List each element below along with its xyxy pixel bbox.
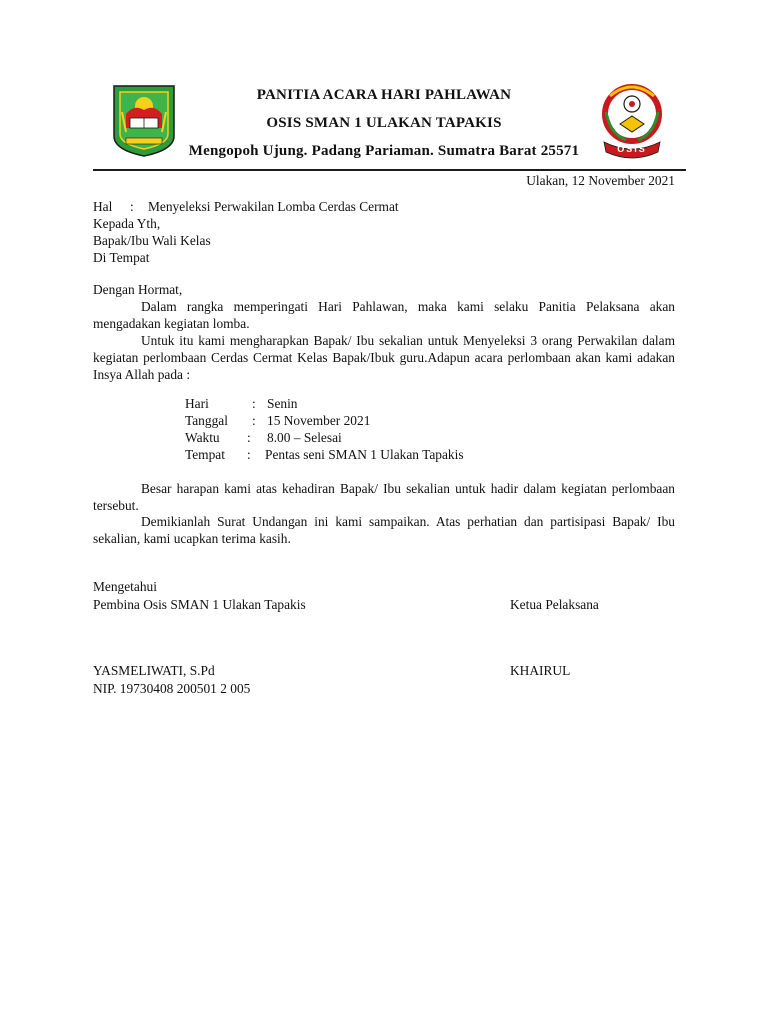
greeting: Dengan Hormat, bbox=[93, 282, 183, 297]
schedule-separator: : bbox=[252, 413, 256, 428]
schedule-separator: : bbox=[252, 396, 256, 411]
letterhead-divider bbox=[93, 169, 686, 171]
subject-separator: : bbox=[130, 199, 134, 214]
recipient-line: Di Tempat bbox=[93, 250, 150, 265]
letter-date: Ulakan, 12 November 2021 bbox=[526, 173, 675, 188]
schedule-label: Waktu bbox=[185, 430, 220, 445]
signature-right-title: Ketua Pelaksana bbox=[510, 597, 599, 612]
subject-value: Menyeleksi Perwakilan Lomba Cerdas Cermat bbox=[148, 199, 399, 214]
closing-paragraph bbox=[93, 480, 675, 514]
recipient-line: Kepada Yth, bbox=[93, 216, 161, 231]
schedule-value: Senin bbox=[267, 396, 298, 411]
body-paragraph-text: Dalam rangka memperingati Hari Pahlawan, maka kami selaku Panitia Pelaksana akan mengadakan kegiatan lomba. bbox=[93, 299, 675, 331]
body-paragraph bbox=[93, 298, 675, 332]
schedule-value: 15 November 2021 bbox=[267, 413, 371, 428]
subject-label: Hal bbox=[93, 199, 113, 214]
schedule-value: Pentas seni SMAN 1 Ulakan Tapakis bbox=[265, 447, 464, 462]
schedule-label: Hari bbox=[185, 396, 209, 411]
closing-paragraph bbox=[93, 513, 675, 547]
closing-paragraph-text: Demikianlah Surat Undangan ini kami sampaikan. Atas perhatian dan partisipasi Bapak/ Ibu sekalian, kami ucapkan terima kasih. bbox=[93, 514, 675, 546]
schedule-label: Tempat bbox=[185, 447, 225, 462]
letterhead-organization: OSIS SMAN 1 ULAKAN TAPAKIS bbox=[266, 115, 502, 131]
signature-left-name: YASMELIWATI, S.Pd bbox=[93, 663, 215, 678]
schedule-separator: : bbox=[247, 447, 251, 462]
letterhead-address: Mengopoh Ujung. Padang Pariaman. Sumatra Barat 25571 bbox=[188, 143, 580, 159]
body-paragraph bbox=[93, 332, 675, 383]
schedule-separator: : bbox=[247, 430, 251, 445]
schedule-value: 8.00 – Selesai bbox=[267, 430, 342, 445]
closing-paragraph-text: Besar harapan kami atas kehadiran Bapak/ Ibu sekalian untuk hadir dalam kegiatan perlombaan tersebut. bbox=[93, 481, 675, 513]
signature-left-title: Pembina Osis SMAN 1 Ulakan Tapakis bbox=[93, 597, 306, 612]
signature-right-name: KHAIRUL bbox=[510, 663, 571, 678]
body-paragraph-text: Untuk itu kami mengharapkan Bapak/ Ibu sekalian untuk Menyeleksi 3 orang Perwakilan dalam kegiatan perlombaan Cerdas Cermat Kelas Bapak/Ibuk guru.Adapun acara perlombaan akan kami adakan Insya Allah pada : bbox=[93, 333, 675, 382]
signature-left-nip: NIP. 19730408 200501 2 005 bbox=[93, 681, 251, 696]
schedule-label: Tanggal bbox=[185, 413, 228, 428]
osis-banner-text: OSIS bbox=[617, 144, 647, 154]
signature-caption: Mengetahui bbox=[93, 579, 157, 594]
recipient-line: Bapak/Ibu Wali Kelas bbox=[93, 233, 211, 248]
letterhead-committee: PANITIA ACARA HARI PAHLAWAN bbox=[256, 87, 512, 103]
